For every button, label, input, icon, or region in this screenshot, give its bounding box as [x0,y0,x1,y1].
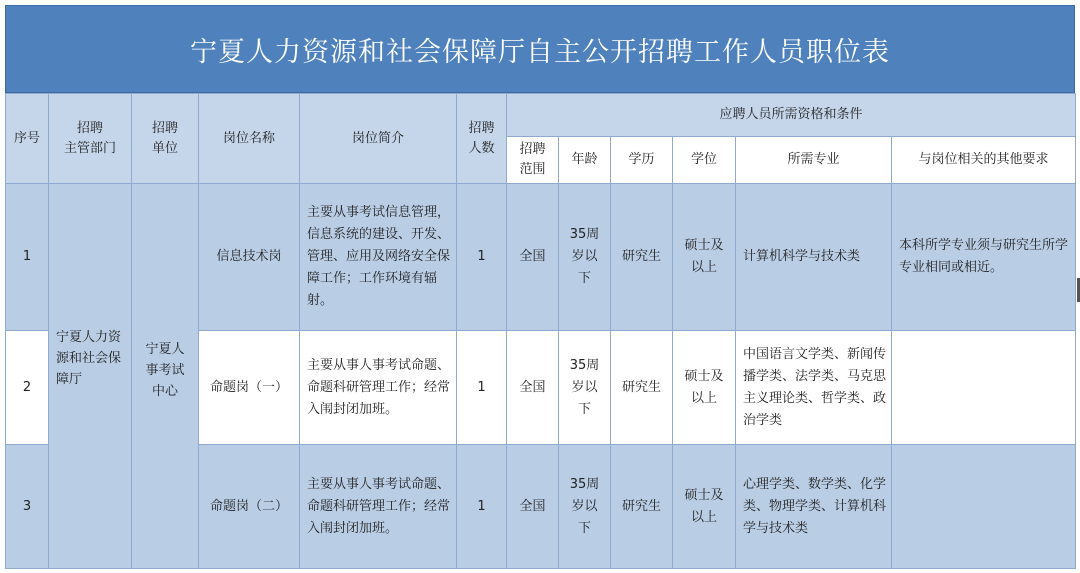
row-education: 研究生 [611,445,673,569]
header-age: 年龄 [559,137,611,184]
row-post-name: 命题岗（二） [199,445,300,569]
header-education: 学历 [611,137,673,184]
header-scope-line1: 招聘 [519,142,546,157]
header-unit-line2: 单位 [151,140,178,156]
dept-text: 宁夏人力资源和社会保障厅 [56,330,122,387]
header-unit-line1: 招聘 [151,120,178,136]
header-major: 所需专业 [736,137,892,184]
row-scope: 全国 [507,445,559,569]
unit-text: 宁夏人事考试中心 [145,342,185,399]
row-age: 35周岁以下 [559,184,611,331]
positions-table [5,93,1076,569]
row-count: 1 [457,184,507,331]
row-major: 中国语言文学类、新闻传播学类、法学类、马克思主义理论类、哲学类、政治学类 [736,331,892,445]
header-count-line2: 人数 [468,140,495,156]
header-requirements-group: 应聘人员所需资格和条件 [507,94,1076,137]
header-post-intro: 岗位简介 [300,94,457,184]
row-scope: 全国 [507,331,559,445]
header-scope-line2: 范围 [519,162,546,177]
row-count: 1 [457,331,507,445]
row-post-name: 命题岗（一） [199,331,300,445]
row-major: 心理学类、数学类、化学类、物理学类、计算机科学与技术类 [736,445,892,569]
header-unit [132,94,199,184]
row-dept-shared [49,184,132,569]
row-degree: 硕士及以上 [673,184,736,331]
header-dept [49,94,132,184]
row-post-intro: 主要从事人事考试命题、命题科研管理工作；经常入闱封闭加班。 [300,445,457,569]
row-seq: 2 [6,331,49,445]
row-unit-shared [132,184,199,569]
row-count: 1 [457,445,507,569]
row-post-intro: 主要从事人事考试命题、命题科研管理工作；经常入闱封闭加班。 [300,331,457,445]
row-scope: 全国 [507,184,559,331]
row-degree: 硕士及以上 [673,445,736,569]
header-post-name: 岗位名称 [199,94,300,184]
table-row [6,184,1076,331]
header-count-line1: 招聘 [468,120,495,136]
row-other [892,331,1076,445]
row-degree: 硕士及以上 [673,331,736,445]
row-age: 35周岁以下 [559,445,611,569]
row-seq: 3 [6,445,49,569]
row-education: 研究生 [611,184,673,331]
header-dept-line2: 主管部门 [63,140,116,156]
row-major: 计算机科学与技术类 [736,184,892,331]
header-seq: 序号 [6,94,49,184]
row-other [892,445,1076,569]
row-post-name: 信息技术岗 [199,184,300,331]
row-education: 研究生 [611,331,673,445]
row-other: 本科所学专业须与研究生所学专业相同或相近。 [892,184,1076,331]
page-title: 宁夏人力资源和社会保障厅自主公开招聘工作人员职位表 [5,5,1075,93]
header-dept-line1: 招聘 [76,120,103,136]
row-post-intro: 主要从事考试信息管理，信息系统的建设、开发、管理、应用及网络安全保障工作；工作环境有辐射。 [300,184,457,331]
row-seq: 1 [6,184,49,331]
header-scope [507,137,559,184]
header-other: 与岗位相关的其他要求 [892,137,1076,184]
row-age: 35周岁以下 [559,331,611,445]
header-degree: 学位 [673,137,736,184]
header-count [457,94,507,184]
